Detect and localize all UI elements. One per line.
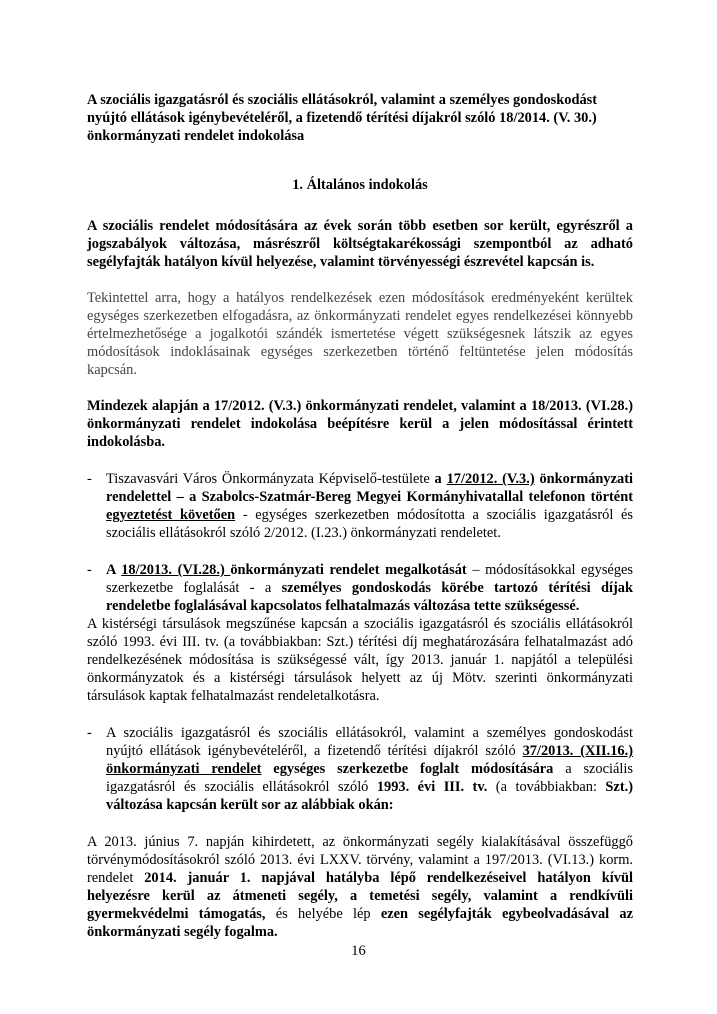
document-page	[87, 91, 633, 941]
item3-law-ref: 1993. évi III. tv.	[376, 779, 488, 795]
item2-bold: önkormányzati rendelet megalkotását	[230, 562, 467, 578]
item1-regulation-ref: 17/2012. (V.3.)	[446, 471, 535, 487]
last-bold: 2014. január 1. napjával hatályba lépő rendelkezéseivel hatályon kívül helyezésre kerül az átmeneti segély, a temetési segély, valamint a rendkívüli gyermekvédelmi támogatás,	[87, 870, 633, 922]
page-number: 16	[351, 943, 366, 959]
item3-tail: változása kapcsán került sor az alábbiak okán:	[106, 797, 394, 813]
list-dash: -	[87, 471, 92, 487]
mindezek-paragraph: Mindezek alapján a 17/2012. (V.3.) önkormányzati rendelet, valamint a 18/2013. (VI.28.) önkormányzati rendelet indokolása beépítésre kerül a jelen módosítással érintett indokolásba.	[87, 398, 633, 450]
item2-regulation-ref: 18/2013. (VI.28.)	[121, 562, 231, 578]
section-heading: 1. Általános indokolás	[292, 177, 428, 193]
last-text: A 2013. június 7. napján kihirdetett, az önkormányzati segély kialakításával összefüggő törvénymódosításokról szóló 2013. évi LXXV. törvény, valamint a 197/2013. (VI.13.) korm. rendelet	[87, 834, 633, 886]
tekintettel-paragraph: Tekintettel arra, hogy a hatályos rendelkezések ezen módosítások eredményeként kerültek egységes szerkezetben elfogadásra, az önkormányzati rendelet egyes rendelkezései könnyebb értelmezhetősége a jogalkotói szándék ismertetése végett szükségesnek látszik az egyes módosítások indoklásainak egységes szerkezetben történő feltüntetése jelen módosítás kapcsán.	[87, 290, 633, 378]
item3-bold: egységes szerkezetbe foglalt módosítására	[261, 761, 554, 777]
item2-lead: A	[106, 562, 122, 578]
item1-bold: a	[434, 471, 447, 487]
last-text2: és helyébe lép	[265, 906, 381, 922]
list-item-18-2013	[87, 561, 633, 615]
list-item-37-2013	[87, 724, 633, 814]
list-dash: -	[87, 562, 92, 578]
item1-text: Tiszavasvári Város Önkormányzata Képviselő-testülete	[106, 471, 435, 487]
list-dash: -	[87, 725, 92, 741]
item3-text3: (a továbbiakban:	[487, 779, 606, 795]
item2-text: – módosításokkal egységes szerkezetbe foglalását - a	[106, 562, 633, 596]
item3-regulation-ref: 37/2013. (XII.16.)	[522, 743, 633, 759]
item1-bold-text: önkormányzati rendelettel – a Szabolcs-Szatmár-Bereg Megyei Kormányhivatallal telefonon történt	[106, 471, 634, 505]
item1-tail: - egységes szerkezetben módosította a szociális igazgatásról és szociális ellátásokról szóló 2/2012. (I.23.) önkormányzati rendeletet.	[106, 507, 633, 541]
last-bold-tail: ezen segélyfajták egybeolvadásával az önkormányzati segély fogalma.	[87, 906, 633, 940]
kisterseg-paragraph: A kistérségi társulások megszűnése kapcsán a szociális igazgatásról és szociális ellátásokról szóló 1993. évi III. tv. (a továbbiakban: Szt.) térítési díj meghatározására felhatalmazást adó rendelkezésének módosítása is szükségessé vált, így 2013. január 1. napjától a települési önkormányzatok és a kistérségi társulások helyett az új Mötv. szerinti önkormányzati társulások kaptak felhatalmazást rendeletalkotásra.	[87, 616, 633, 704]
item3-abbrev: Szt.)	[605, 779, 633, 795]
last-paragraph	[87, 833, 633, 941]
list-item-17-2012	[87, 470, 633, 542]
intro-paragraph: A szociális rendelet módosítására az évek során több esetben sor került, egyrészről a jogszabályok változása, másrészről költségtakarékossági szempontból az adható segélyfajták hatályon kívül helyezése, valamint törvényességi észrevétel kapcsán is.	[87, 218, 633, 270]
document-title: A szociális igazgatásról és szociális ellátásokról, valamint a személyes gondoskodást nyújtó ellátások igénybevételéről, a fizetendő térítési díjakról szóló 18/2014. (V. 30.) önkormányzati rendelet indokolása	[87, 92, 598, 144]
item3-underlined: önkormányzati rendelet	[106, 761, 262, 777]
item3-text: A szociális igazgatásról és szociális ellátásokról, valamint a személyes gondoskodást nyújtó ellátások igénybevételéről, a fizetendő térítési díjakról szóló	[106, 725, 633, 759]
item3-text2: a szociális igazgatásról és szociális ellátásokról szóló	[106, 761, 633, 795]
item1-underlined: egyeztetést követően	[106, 507, 236, 523]
item2-bold-tail: személyes gondoskodás körébe tartozó térítési díjak rendeletbe foglalásával kapcsolatos felhatalmazás változása tette szükségessé.	[106, 580, 633, 614]
